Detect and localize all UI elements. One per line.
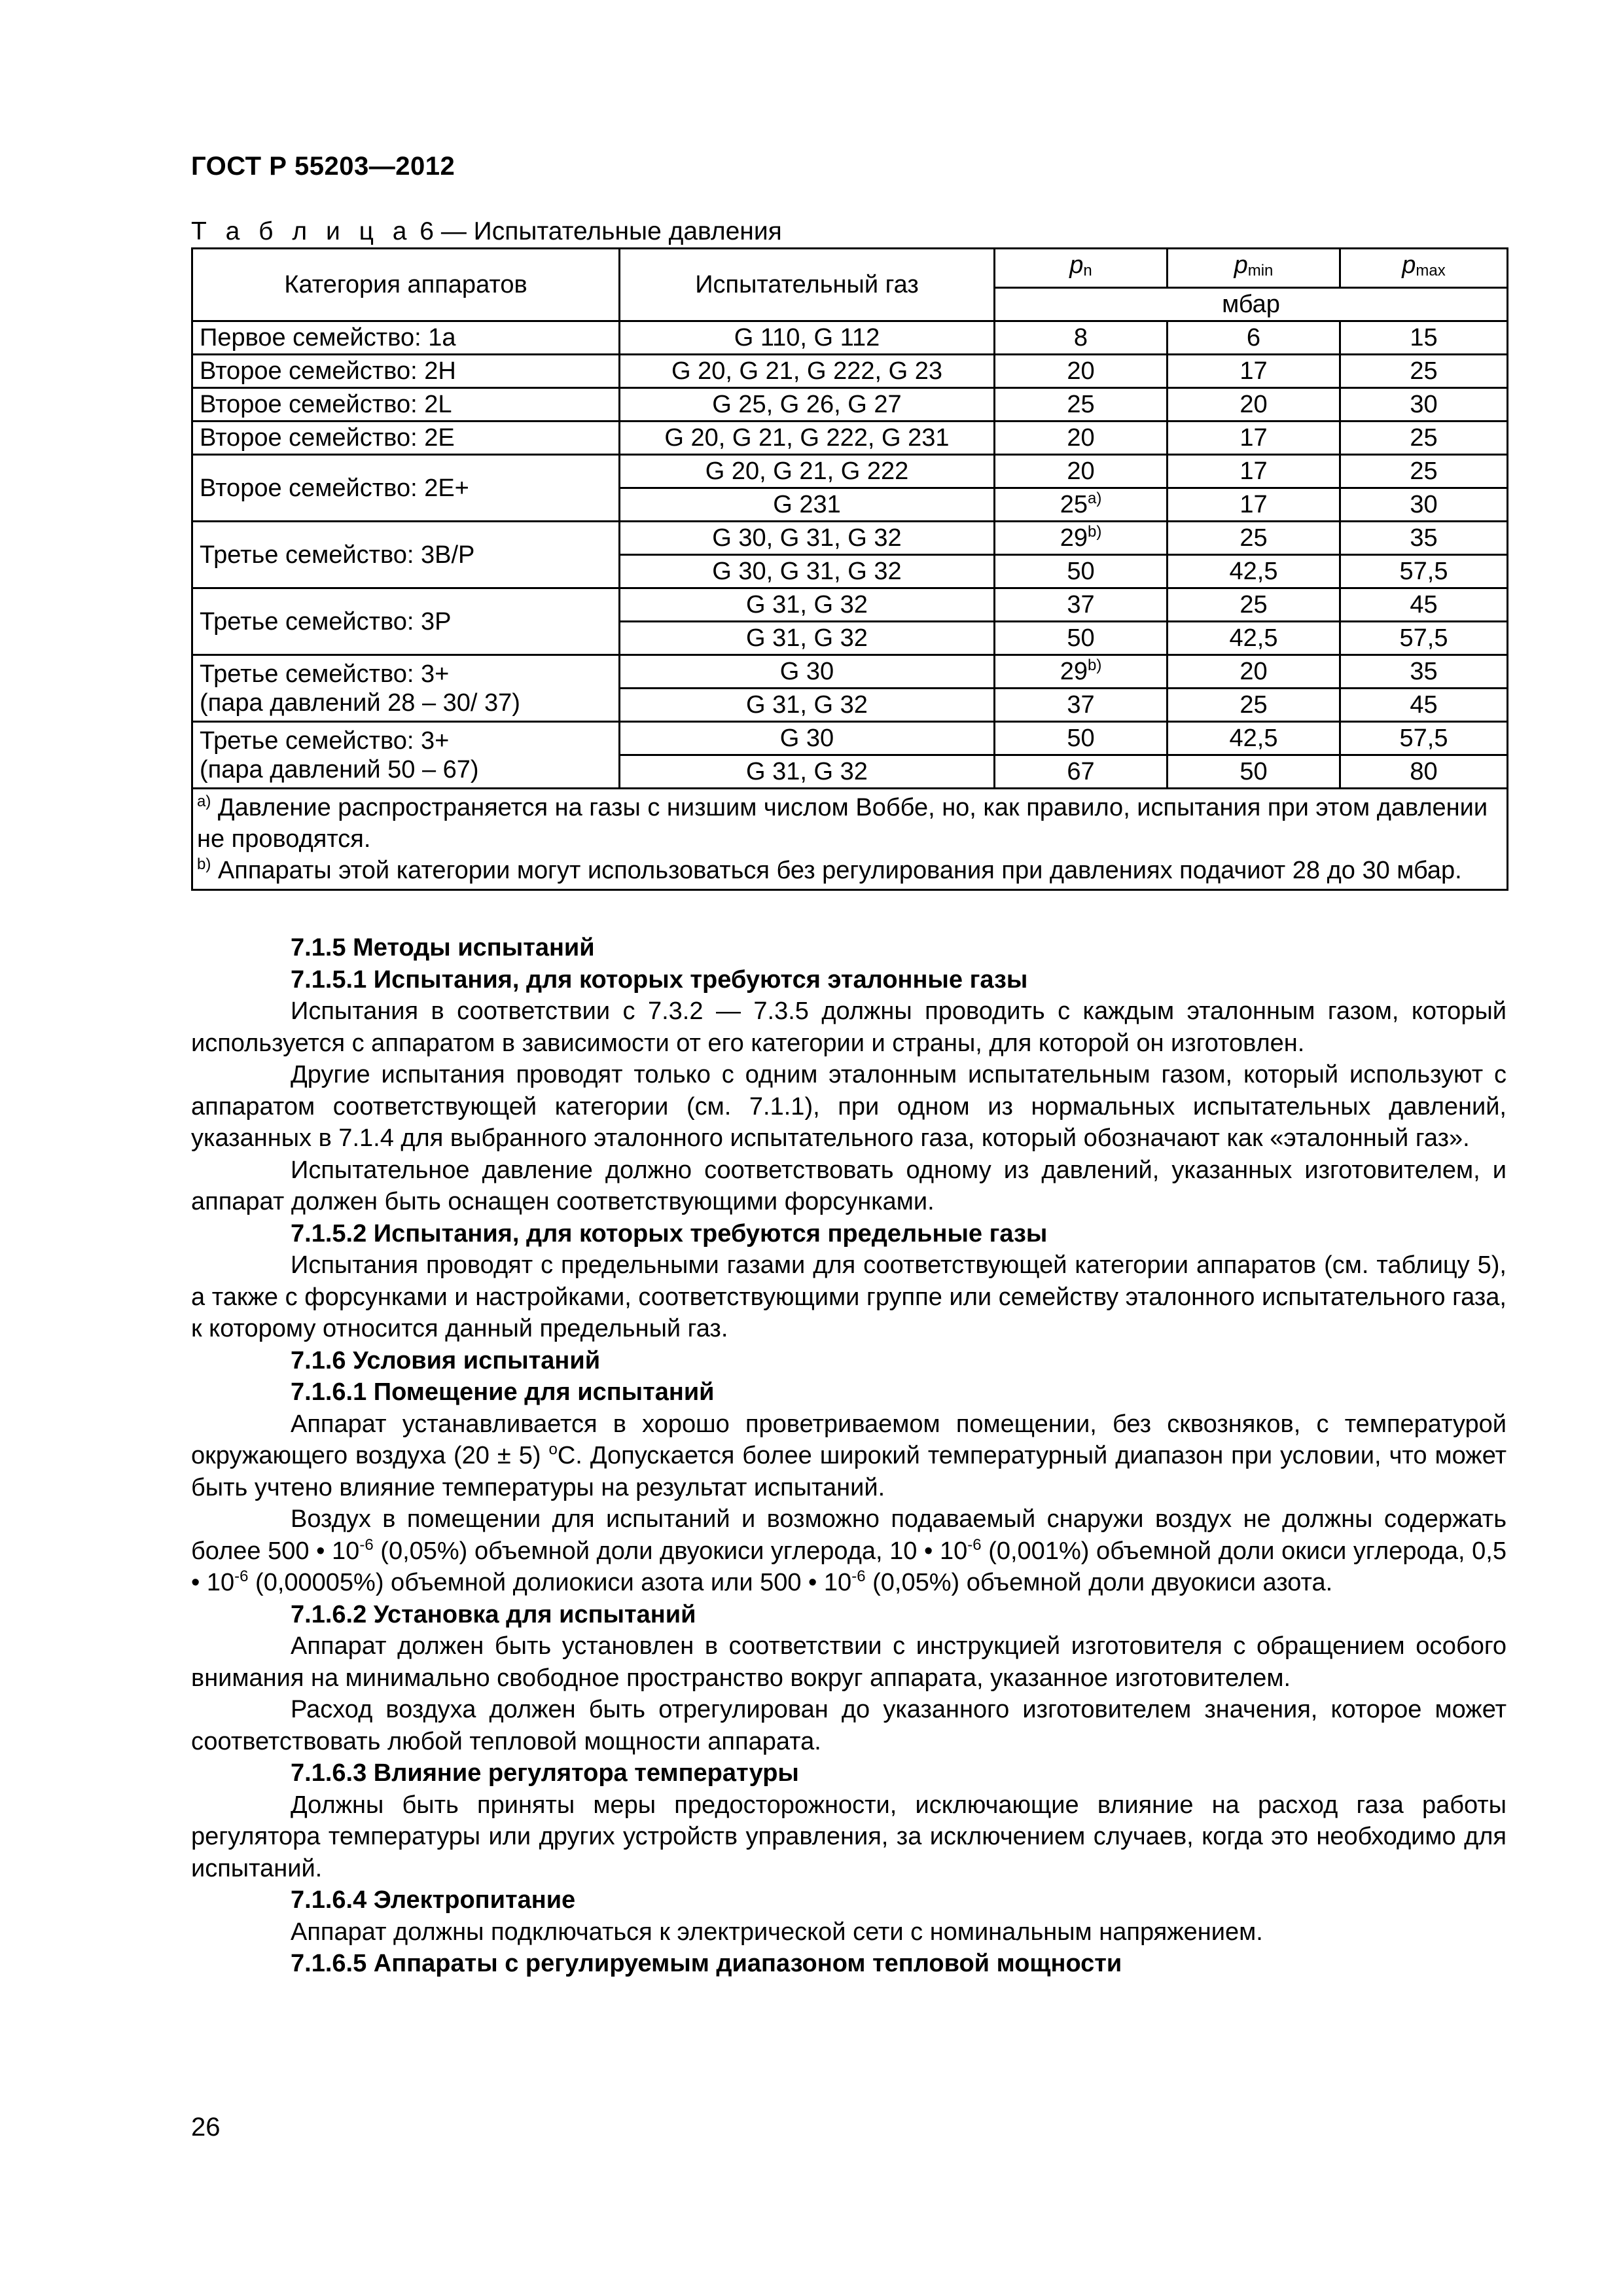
paragraph: Расход воздуха должен быть отрегулирован до указанного изготовителем значения, которое может соответствовать любой тепловой мощности аппарата. xyxy=(191,1696,1507,1755)
table-row xyxy=(192,588,1508,622)
paragraph: Воздух в помещении для испытаний и возможно подаваемый снаружи воздух не должны содержать более 500 • $10^{-6}$ (0,05%) объемной доли двуокиси углерода, 10 • $10^{-6}$ (0,001%) объемной доли окиси углерода, 0,5 • $10^{-6}$ (0,00005%) объемной долиокиси азота или 500 • $10^{-6}$ (0,05%) объемной доли двуокиси азота. xyxy=(191,1505,1507,1596)
table-row xyxy=(192,355,1508,388)
cell-category: Третье семейство: 3B/P xyxy=(192,522,620,588)
section-heading: 7.1.6 Условия испытаний xyxy=(291,1346,601,1374)
cell-gas: G 30 xyxy=(620,655,995,689)
cell-pmax: 35 xyxy=(1340,655,1508,689)
cell-gas: G 30, G 31, G 32 xyxy=(620,555,995,588)
paragraph: Другие испытания проводят только с одним эталонным испытательным газом, который используют с аппаратом соответствующей категории (см. 7.1.1), при одном из нормальных испытательных давлений, указанных в 7.1.4 для выбранного эталонного испытательного газа, который обозначают как «эталонный газ». xyxy=(191,1061,1507,1152)
table-notes xyxy=(192,789,1508,890)
header-pmax: $p_{max}$ xyxy=(1340,249,1508,288)
cell-gas: G 20, G 21, G 222, G 231 xyxy=(620,422,995,455)
section-heading: 7.1.6.2 Установка для испытаний xyxy=(291,1600,696,1628)
table-row xyxy=(192,455,1508,488)
cell-gas: G 31, G 32 xyxy=(620,689,995,722)
cell-pmax: 25 xyxy=(1340,455,1508,488)
header-category: Категория аппаратов xyxy=(192,249,620,321)
cell-pmin: 50 xyxy=(1168,755,1340,789)
cell-gas: G 31, G 32 xyxy=(620,588,995,622)
cell-pmax: 25 xyxy=(1340,355,1508,388)
section-heading: 7.1.6.4 Электропитание xyxy=(291,1886,576,1914)
cell-pmin: 17 xyxy=(1168,488,1340,522)
cell-pmin: 20 xyxy=(1168,388,1340,422)
cell-pmax: 15 xyxy=(1340,321,1508,355)
footnote-ref: b) xyxy=(1087,523,1102,541)
cell-pmin: 6 xyxy=(1168,321,1340,355)
cell-pmin: 20 xyxy=(1168,655,1340,689)
header-gas: Испытательный газ xyxy=(620,249,995,321)
header-pn: $p_n$ xyxy=(995,249,1168,288)
cell-pmin: 25 xyxy=(1168,689,1340,722)
test-pressures-table xyxy=(191,247,1508,891)
cell-pn: 37 xyxy=(995,588,1168,622)
cell-pmin: 25 xyxy=(1168,588,1340,622)
table-header-row xyxy=(192,249,1508,288)
table-row xyxy=(192,321,1508,355)
paragraph: Аппарат должен быть установлен в соответствии с инструкцией изготовителя с обращением особого внимания на минимально свободное пространство вокруг аппарата, указанное изготовителем. xyxy=(191,1632,1507,1692)
cell-pmin: 42,5 xyxy=(1168,555,1340,588)
paragraph: Должны быть приняты меры предосторожности, исключающие влияние на расход газа работы регулятора температуры или других устройств управления, за исключением случаев, когда это необходимо для испытаний. xyxy=(191,1791,1507,1882)
cell-category: Третье семейство: 3P xyxy=(192,588,620,655)
paragraph: Испытания в соответствии с 7.3.2 — 7.3.5 должны проводить с каждым эталонным газом, который используется с аппаратом в зависимости от его категории и страны, для которой он изготовлен. xyxy=(191,997,1507,1057)
cell-gas: G 110, G 112 xyxy=(620,321,995,355)
cell-category: Третье семейство: 3+ (пара давлений 28 – 30/ 37) xyxy=(192,655,620,722)
header-pmin: $p_{min}$ xyxy=(1168,249,1340,288)
table-row xyxy=(192,522,1508,555)
section-heading: 7.1.5 Методы испытаний xyxy=(291,934,595,961)
cell-pn: 50 xyxy=(995,555,1168,588)
cell-pn: 67 xyxy=(995,755,1168,789)
cell-pn: 20 xyxy=(995,455,1168,488)
footnote-ref: b) xyxy=(1087,656,1102,674)
cell-pmax: 30 xyxy=(1340,388,1508,422)
cell-pmin: 17 xyxy=(1168,422,1340,455)
cell-pn: 29$^{b)}$ xyxy=(995,655,1168,689)
cell-gas: G 30, G 31, G 32 xyxy=(620,522,995,555)
cell-pn: 8 xyxy=(995,321,1168,355)
section-heading: 7.1.6.3 Влияние регулятора температуры xyxy=(291,1759,799,1787)
cell-pn: 50 xyxy=(995,622,1168,655)
cell-category: Первое семейство: 1a xyxy=(192,321,620,355)
cell-gas: G 20, G 21, G 222 xyxy=(620,455,995,488)
cell-category: Второе семейство: 2L xyxy=(192,388,620,422)
cell-category: Второе семейство: 2E xyxy=(192,422,620,455)
cell-pn: 25 xyxy=(995,388,1168,422)
cell-pmax: 57,5 xyxy=(1340,722,1508,755)
cell-gas: G 25, G 26, G 27 xyxy=(620,388,995,422)
cell-gas: G 231 xyxy=(620,488,995,522)
section-heading: 7.1.5.2 Испытания, для которых требуются предельные газы xyxy=(291,1219,1048,1247)
cell-pn: 20 xyxy=(995,422,1168,455)
cell-pmin: 42,5 xyxy=(1168,722,1340,755)
table-notes-row xyxy=(192,789,1508,890)
cell-gas: G 31, G 32 xyxy=(620,622,995,655)
cell-pmax: 35 xyxy=(1340,522,1508,555)
footnote-a: $^{a)}$ Давление распространяется на газы с низшим числом Воббе, но, как правило, испытания при этом давлении не проводятся. xyxy=(197,793,1488,853)
header-unit: мбар xyxy=(995,288,1508,321)
cell-pmin: 17 xyxy=(1168,355,1340,388)
table-caption-number: 6 xyxy=(419,217,434,245)
cell-gas: G 30 xyxy=(620,722,995,755)
footnote-ref: a) xyxy=(1087,490,1102,507)
cell-pn: 50 xyxy=(995,722,1168,755)
table-row xyxy=(192,388,1508,422)
footnote-b: $^{b)}$ Аппараты этой категории могут использоваться без регулирования при давлениях подачиот 28 до 30 мбар. xyxy=(197,855,1462,884)
paragraph: Испытательное давление должно соответствовать одному из давлений, указанных изготовителем, и аппарат должен быть оснащен соответствующими форсунками. xyxy=(191,1156,1507,1215)
table-caption-label: Т а б л и ц а xyxy=(191,217,413,245)
table-row xyxy=(192,722,1508,755)
cell-pmax: 57,5 xyxy=(1340,622,1508,655)
cell-pn: 25$^{a)}$ xyxy=(995,488,1168,522)
section-heading: 7.1.6.1 Помещение для испытаний xyxy=(291,1378,715,1406)
cell-category: Третье семейство: 3+ (пара давлений 50 – 67) xyxy=(192,722,620,789)
cell-pmax: 45 xyxy=(1340,588,1508,622)
cell-pn: 20 xyxy=(995,355,1168,388)
table-caption-title: — Испытательные давления xyxy=(440,217,782,245)
cell-pmax: 30 xyxy=(1340,488,1508,522)
cell-gas: G 20, G 21, G 222, G 23 xyxy=(620,355,995,388)
table-row xyxy=(192,655,1508,689)
cell-pmin: 25 xyxy=(1168,522,1340,555)
cell-pmax: 25 xyxy=(1340,422,1508,455)
cell-pmax: 45 xyxy=(1340,689,1508,722)
cell-pmax: 57,5 xyxy=(1340,555,1508,588)
cell-pmin: 17 xyxy=(1168,455,1340,488)
section-heading: 7.1.5.1 Испытания, для которых требуются эталонные газы xyxy=(291,965,1028,994)
paragraph: Аппарат устанавливается в хорошо проветриваемом помещении, без сквозняков, с температурой окружающего воздуха (20 ± 5) $^o$C. Допускается более широкий температурный диапазон при условии, что может быть учтено влияние температуры на результат испытаний. xyxy=(191,1410,1507,1501)
section-heading: 7.1.6.5 Аппараты с регулируемым диапазоном тепловой мощности xyxy=(291,1950,1122,1977)
document-header: ГОСТ Р 55203—2012 xyxy=(191,152,455,181)
paragraph: Аппарат должны подключаться к электрической сети с номинальным напряжением. xyxy=(291,1918,1263,1946)
cell-pn: 37 xyxy=(995,689,1168,722)
paragraph: Испытания проводят с предельными газами для соответствующей категории аппаратов (см. таблицу 5), а также с форсунками и настройками, соответствующими группе или семейству эталонного испытательного газа, к которому относится данный предельный газ. xyxy=(191,1251,1507,1342)
cell-gas: G 31, G 32 xyxy=(620,755,995,789)
table-caption xyxy=(191,217,782,246)
cell-category: Второе семейство: 2E+ xyxy=(192,455,620,522)
cell-pn: 29$^{b)}$ xyxy=(995,522,1168,555)
cell-category: Второе семейство: 2H xyxy=(192,355,620,388)
cell-pmax: 80 xyxy=(1340,755,1508,789)
body-text xyxy=(191,932,1507,1980)
table-row xyxy=(192,422,1508,455)
cell-pmin: 42,5 xyxy=(1168,622,1340,655)
page-number: 26 xyxy=(191,2113,221,2142)
